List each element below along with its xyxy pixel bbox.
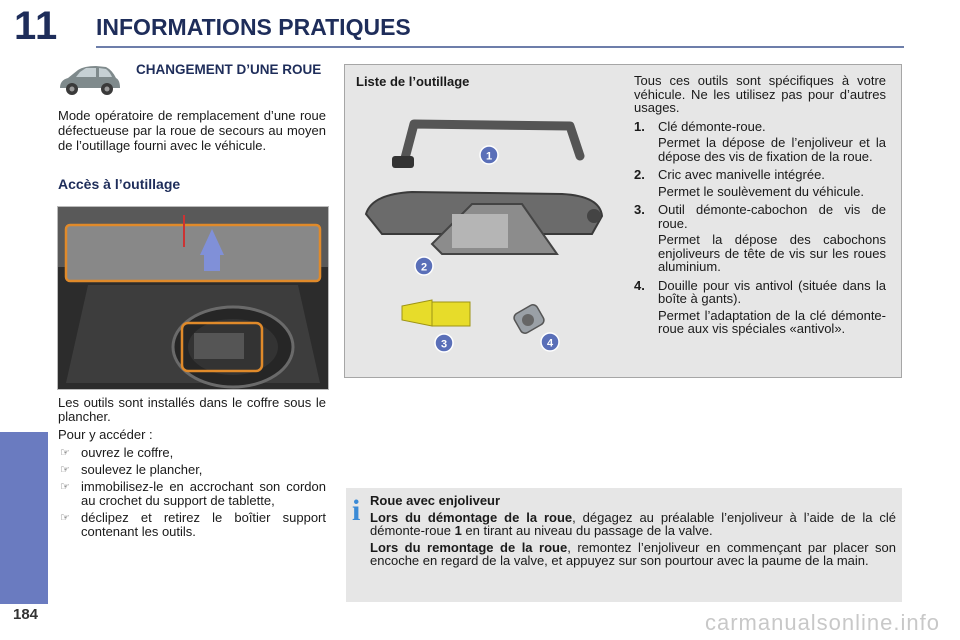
tool-label: Douille pour vis antivol (située dans la boîte à gants). [658, 277, 886, 306]
tool-number: 3. [634, 202, 645, 217]
tools-list [634, 74, 886, 341]
section-intro: Mode opératoire de remplacement d’une roue défectueuse par la roue de secours au moyen de l’outillage fourni avec le véhicule. [58, 108, 326, 153]
badge-1 [480, 146, 498, 164]
tool-detail: Permet la dépose de l’enjoliveur et la dépose des vis de fixation de la roue. [658, 135, 886, 164]
list-item [634, 120, 886, 164]
info-paragraph-dismount: Lors du démontage de la roue, dégagez au préalable l’enjoliveur à l’aide de la clé démonte-roue 1 en tirant au niveau du passage de la valve. [370, 509, 896, 538]
pointing-hand-icon: ☞ [60, 481, 70, 493]
pointing-hand-icon: ☞ [60, 512, 70, 524]
access-instructions [58, 396, 326, 542]
svg-text:2: 2 [420, 261, 428, 274]
list-item: ☞ soulevez le plancher, [60, 462, 203, 477]
list-item [634, 203, 886, 274]
list-item: ☞ ouvrez le coffre, [60, 445, 174, 460]
watermark: carmanualsonline.info [704, 610, 940, 635]
list-item [634, 279, 886, 336]
tools-title: Liste de l’outillage [356, 74, 470, 89]
trunk-illustration [57, 206, 329, 390]
svg-text:4: 4 [546, 337, 554, 350]
tools-intro: Tous ces outils sont spécifiques à votre véhicule. Ne les utilisez pas pour d’autres usages. [634, 73, 886, 115]
tool-detail: Permet la dépose des cabochons enjoliveurs de tête de vis sur les roues aluminium. [658, 232, 886, 274]
chapter-side-tab [0, 432, 48, 604]
list-item: ☞ immobilisez-le en accrochant son cordon au crochet du support de tablette, [60, 479, 326, 508]
badge-3 [435, 334, 453, 352]
tool-detail: Permet l’adaptation de la clé démonte-roue aux vis spéciales «antivol». [658, 307, 886, 336]
list-item: ☞ déclipez et retirez le boîtier support contenant les outils. [60, 510, 326, 539]
body-intro: Les outils sont installés dans le coffre sous le plancher. [58, 395, 326, 424]
tool-number: 2. [634, 167, 645, 182]
access-steps [58, 446, 326, 539]
chapter-number: 11 [14, 4, 59, 48]
tool-detail: Permet le soulèvement du véhicule. [658, 183, 864, 199]
info-paragraph-remount: Lors du remontage de la roue, remontez l’enjoliveur en commençant par placer son encoche en regard de la valve, et appuyez sur son pourtour avec la paume de la main. [370, 539, 896, 568]
access-subheading: Accès à l’outillage [58, 176, 181, 192]
info-icon: i [352, 494, 361, 527]
access-lead: Pour y accéder : [58, 427, 153, 442]
info-text [370, 494, 896, 571]
antitheft-socket-image [512, 303, 546, 335]
badge-2 [415, 257, 433, 275]
badge-4 [541, 333, 559, 351]
tools-illustration [352, 104, 610, 366]
tool-label: Clé démonte-roue. [658, 118, 766, 134]
tool-label: Outil démonte-cabochon de vis de roue. [658, 202, 886, 231]
tool-number: 4. [634, 277, 645, 293]
section-title: CHANGEMENT D’UNE ROUE [136, 62, 322, 77]
pointing-hand-icon: ☞ [60, 447, 70, 459]
svg-text:1: 1 [485, 150, 493, 163]
svg-text:3: 3 [440, 338, 448, 351]
pointing-hand-icon: ☞ [60, 464, 70, 476]
list-item [634, 168, 886, 198]
tool-label: Cric avec manivelle intégrée. [658, 167, 825, 182]
jack-image [366, 192, 602, 254]
chapter-title: INFORMATIONS PRATIQUES [96, 14, 411, 40]
tool-number: 1. [634, 118, 645, 134]
car-icon [56, 62, 122, 98]
page-number: 184 [13, 606, 39, 623]
info-title: Roue avec enjoliveur [370, 493, 501, 508]
cap-remover-image [402, 300, 470, 326]
header-rule [96, 46, 904, 48]
